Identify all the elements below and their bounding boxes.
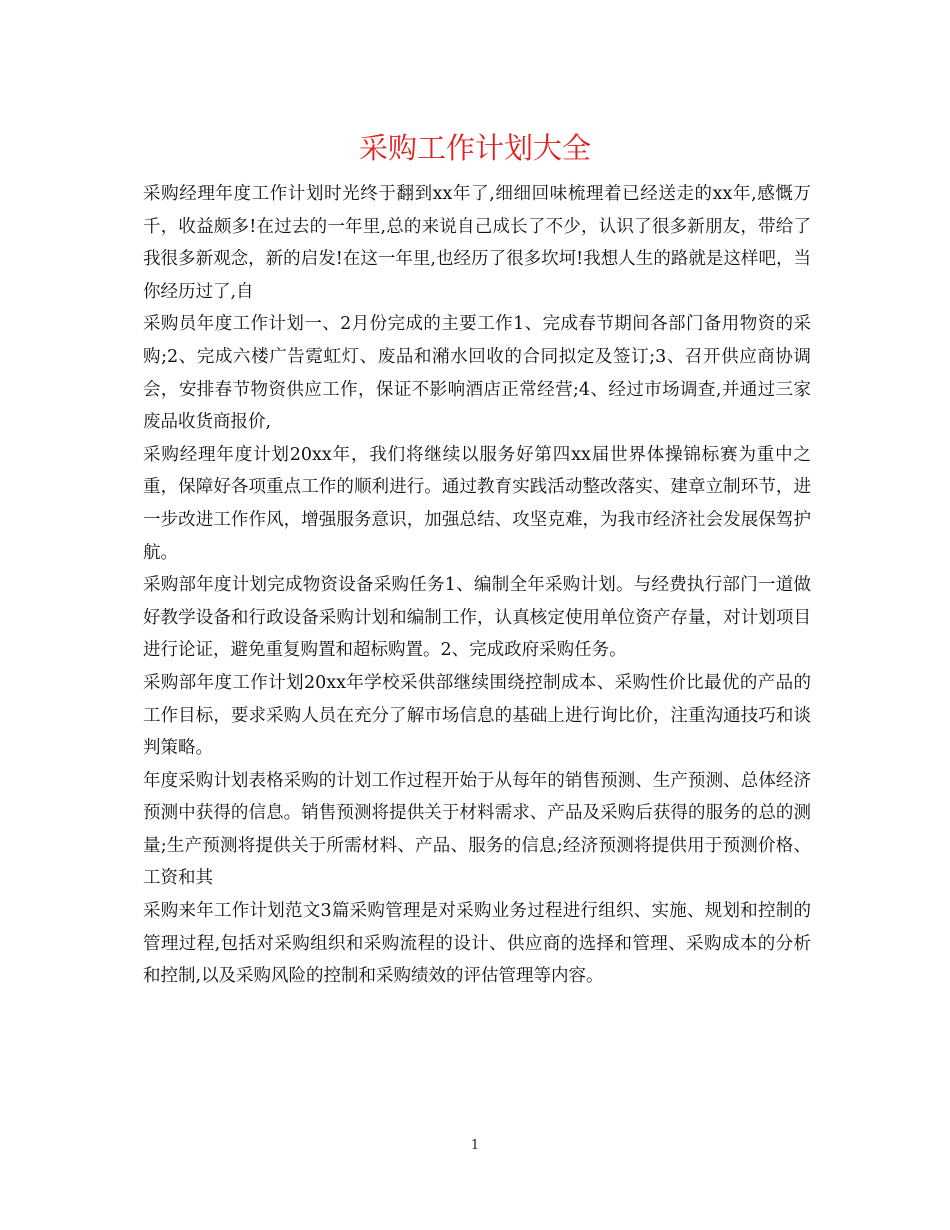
paragraph-6: 年度采购计划表格采购的计划工作过程开始于从每年的销售预测、生产预测、总体经济预测中获得的信息。销售预测将提供关于材料需求、产品及采购后获得的服务的总的测量;生产预测将提供关于所需材料、产品、服务的信息;经济预测将提供用于预测价格、工资和其 [143, 770, 811, 889]
paragraph-4: 采购部年度计划完成物资设备采购任务1、编制全年采购计划。与经费执行部门一道做好教学设备和行政设备采购计划和编制工作，认真核定使用单位资产存量，对计划项目进行论证，避免重复购置和超标购置。2、完成政府采购任务。 [143, 575, 811, 661]
document-body [143, 178, 811, 993]
paragraph-3: 采购经理年度计划20xx年，我们将继续以服务好第四xx届世界体操锦标赛为重中之重，保障好各项重点工作的顺利进行。通过教育实践活动整改落实、建章立制环节，进一步改进工作作风，增强服务意识，加强总结、攻坚克难，为我市经济社会发展保驾护航。 [143, 444, 811, 563]
paragraph-2: 采购员年度工作计划一、2月份完成的主要工作1、完成春节期间各部门备用物资的采购;2、完成六楼广告霓虹灯、废品和潲水回收的合同拟定及签订;3、召开供应商协调会，安排春节物资供应工作，保证不影响酒店正常经营;4、经过市场调查,并通过三家废品收货商报价, [143, 314, 811, 433]
document-title: 采购工作计划大全 [358, 131, 591, 165]
paragraph-1: 采购经理年度工作计划时光终于翻到xx年了,细细回味梳理着已经送走的xx年,感慨万千，收益颇多!在过去的一年里,总的来说自己成长了不少，认识了很多新朋友，带给了我很多新观念，新的启发!在这一年里,也经历了很多坎坷!我想人生的路就是这样吧，当你经历过了,自 [143, 184, 811, 302]
page-number: 1 [470, 1138, 480, 1153]
paragraph-5: 采购部年度工作计划20xx年学校采供部继续围绕控制成本、采购性价比最优的产品的工作目标，要求采购人员在充分了解市场信息的基础上进行询比价，注重沟通技巧和谈判策略。 [143, 672, 811, 759]
paragraph-7: 采购来年工作计划范文3篇采购管理是对采购业务过程进行组织、实施、规划和控制的管理过程,包括对采购组织和采购流程的设计、供应商的选择和管理、采购成本的分析和控制,以及采购风险的控制和采购绩效的评估管理等内容。 [143, 901, 811, 987]
